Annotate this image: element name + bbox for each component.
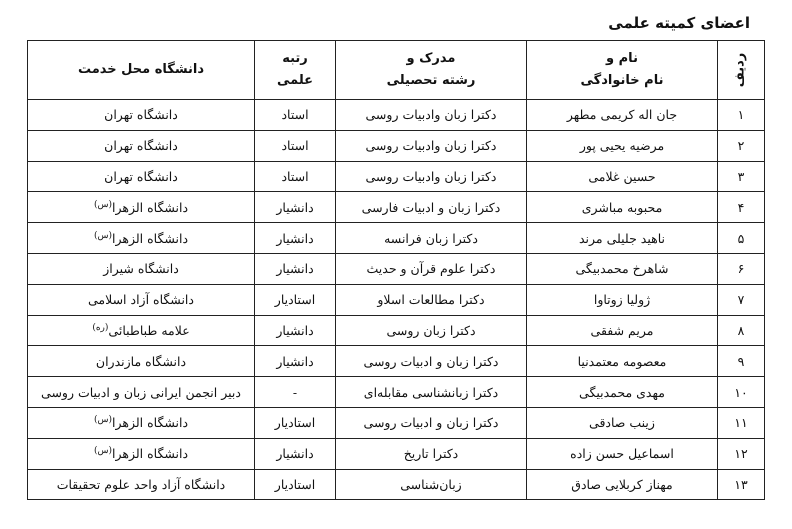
cell-degree-text: دکترا زبان روسی <box>386 322 476 338</box>
honorific-superscript: (س) <box>93 415 112 426</box>
cell-university-text: دانشگاه الزهرا <box>111 230 189 246</box>
cell-number <box>718 407 765 438</box>
cell-university <box>28 161 255 192</box>
cell-name <box>527 223 718 254</box>
cell-university-text: دانشگاه شیراز <box>103 261 179 277</box>
cell-degree <box>336 100 527 131</box>
cell-rank-text: استاد <box>281 168 309 184</box>
page-title: اعضای کمیته علمی <box>608 14 750 32</box>
cell-degree <box>336 407 527 438</box>
cell-number <box>718 130 765 161</box>
cell-rank <box>255 284 336 315</box>
cell-number <box>718 223 765 254</box>
cell-name-text: ژولیا زوتاوا <box>593 292 651 308</box>
cell-name <box>527 284 718 315</box>
cell-rank-text: دانشیار <box>276 322 314 338</box>
cell-number <box>718 161 765 192</box>
cell-university <box>28 438 255 469</box>
cell-rank-text: استاد <box>281 138 309 154</box>
cell-name-text: زینب صادقی <box>589 415 655 431</box>
cell-rank <box>255 315 336 346</box>
cell-university <box>28 377 255 408</box>
cell-number <box>718 192 765 223</box>
cell-rank-text: دانشیار <box>276 353 314 369</box>
header-degree <box>336 41 527 100</box>
cell-number-text: ۱۲ <box>734 446 748 462</box>
cell-degree-text: دکترا زبان فرانسه <box>384 230 478 246</box>
table-row <box>28 469 765 500</box>
table-header-row <box>28 41 765 100</box>
header-degree-line1: مدرک و <box>406 51 456 66</box>
header-name <box>527 41 718 100</box>
cell-number-text: ۱۱ <box>734 415 748 431</box>
cell-name-text: شاهرخ محمدبیگی <box>575 261 669 277</box>
header-rank-line1: رتبه <box>282 51 308 66</box>
cell-number-text: ۱۰ <box>734 384 748 400</box>
cell-number-text: ۸ <box>737 322 745 338</box>
cell-rank <box>255 100 336 131</box>
cell-number <box>718 438 765 469</box>
cell-rank-text: دانشیار <box>276 199 314 215</box>
table-row <box>28 407 765 438</box>
cell-rank <box>255 407 336 438</box>
table-row <box>28 346 765 377</box>
cell-degree <box>336 253 527 284</box>
cell-rank <box>255 192 336 223</box>
cell-name <box>527 192 718 223</box>
cell-degree-text: زبان‌شناسی <box>400 476 462 492</box>
cell-degree <box>336 284 527 315</box>
cell-name-text: مهناز کربلایی صادق <box>571 476 673 492</box>
cell-university <box>28 469 255 500</box>
header-degree-line2: رشته تحصیلی <box>386 73 476 88</box>
table-row <box>28 253 765 284</box>
committee-table <box>27 40 765 500</box>
header-name-line2: نام خانوادگی <box>580 73 664 88</box>
cell-degree <box>336 192 527 223</box>
cell-rank <box>255 438 336 469</box>
cell-number <box>718 469 765 500</box>
cell-rank-text: دانشیار <box>276 261 314 277</box>
cell-name <box>527 100 718 131</box>
cell-university-text: دانشگاه آزاد واحد علوم تحقیقات <box>56 476 226 492</box>
cell-name-text: اسماعیل حسن زاده <box>570 446 674 462</box>
cell-rank-text: استادیار <box>274 292 316 308</box>
cell-name-text: ناهید جلیلی مرند <box>579 230 665 246</box>
cell-rank-text: استاد <box>281 107 309 123</box>
cell-degree <box>336 377 527 408</box>
cell-university <box>28 253 255 284</box>
cell-number-text: ۷ <box>737 292 745 308</box>
table-row <box>28 315 765 346</box>
cell-university <box>28 346 255 377</box>
cell-name-text: معصومه معتمدنیا <box>577 353 667 369</box>
cell-name <box>527 315 718 346</box>
cell-degree-text: دکترا زبان و ادبیات روسی <box>363 353 499 369</box>
cell-degree <box>336 469 527 500</box>
header-rank <box>255 41 336 100</box>
cell-rank <box>255 253 336 284</box>
table-row <box>28 192 765 223</box>
cell-university-text: دانشگاه الزهرا <box>111 199 189 215</box>
cell-rank-text: - <box>292 384 298 400</box>
cell-university-text: دانشگاه تهران <box>104 138 178 154</box>
cell-rank-text: استادیار <box>274 415 316 431</box>
table-row <box>28 100 765 131</box>
cell-university <box>28 284 255 315</box>
cell-university <box>28 223 255 254</box>
cell-number-text: ۵ <box>737 230 745 246</box>
cell-rank-text: استادیار <box>274 476 316 492</box>
cell-degree-text: دکترا زبان و ادبیات روسی <box>363 415 499 431</box>
cell-name <box>527 130 718 161</box>
cell-name-text: حسین غلامی <box>588 168 656 184</box>
cell-name <box>527 253 718 284</box>
cell-rank <box>255 377 336 408</box>
cell-university-text: دانشگاه تهران <box>104 168 178 184</box>
cell-university-text: دانشگاه الزهرا <box>111 446 189 462</box>
cell-number-text: ۹ <box>737 353 745 369</box>
cell-rank-text: دانشیار <box>276 230 314 246</box>
cell-rank <box>255 223 336 254</box>
cell-university-text: دانشگاه آزاد اسلامی <box>88 292 194 308</box>
table-row <box>28 284 765 315</box>
table-row <box>28 377 765 408</box>
cell-degree-text: دکترا زبان وادبیات روسی <box>365 168 497 184</box>
cell-number-text: ۴ <box>737 199 745 215</box>
cell-university-text: علامه طباطبائی <box>108 323 190 339</box>
cell-university <box>28 407 255 438</box>
cell-degree-text: دکترا زبانشناسی مقابله‌ای <box>363 384 499 400</box>
cell-number <box>718 284 765 315</box>
header-number <box>718 41 765 100</box>
cell-name <box>527 161 718 192</box>
cell-university-text: دانشگاه الزهرا <box>111 415 189 431</box>
table-row <box>28 223 765 254</box>
cell-name-text: محبوبه مباشری <box>581 199 663 215</box>
cell-name <box>527 407 718 438</box>
cell-number <box>718 315 765 346</box>
cell-number <box>718 253 765 284</box>
cell-name-text: مرضیه یحیی پور <box>579 138 665 154</box>
cell-university <box>28 100 255 131</box>
header-name-line1: نام و <box>606 51 638 66</box>
cell-rank-text: دانشیار <box>276 446 314 462</box>
table-body <box>28 100 765 500</box>
header-university <box>28 41 255 100</box>
cell-number <box>718 100 765 131</box>
cell-number-text: ۶ <box>737 261 745 277</box>
table-row <box>28 130 765 161</box>
cell-degree-text: دکترا زبان و ادبیات فارسی <box>361 199 501 215</box>
cell-name <box>527 346 718 377</box>
cell-number-text: ۲ <box>737 138 745 154</box>
cell-university <box>28 315 255 346</box>
cell-degree-text: دکترا تاریخ <box>403 446 459 462</box>
cell-degree-text: دکترا زبان وادبیات روسی <box>365 107 497 123</box>
table-row <box>28 438 765 469</box>
cell-name-text: مریم شفقی <box>590 322 654 338</box>
cell-degree <box>336 130 527 161</box>
cell-name-text: جان اله کریمی مطهر <box>566 107 678 123</box>
cell-degree-text: دکترا زبان وادبیات روسی <box>365 138 497 154</box>
header-rank-line2: علمی <box>276 73 314 88</box>
cell-number <box>718 346 765 377</box>
cell-degree <box>336 223 527 254</box>
cell-name <box>527 438 718 469</box>
cell-university-text: دبیر انجمن ایرانی زبان و ادبیات روسی <box>41 384 241 400</box>
cell-rank <box>255 130 336 161</box>
cell-name <box>527 377 718 408</box>
cell-degree <box>336 438 527 469</box>
cell-name-text: مهدی محمدبیگی <box>579 384 665 400</box>
honorific-superscript: (ره) <box>92 322 109 333</box>
cell-degree <box>336 315 527 346</box>
honorific-superscript: (س) <box>93 446 112 457</box>
cell-degree <box>336 161 527 192</box>
cell-university <box>28 130 255 161</box>
cell-university-text: دانشگاه مازندران <box>95 353 187 369</box>
cell-rank <box>255 161 336 192</box>
honorific-superscript: (س) <box>93 230 112 241</box>
cell-number-text: ۳ <box>737 168 745 184</box>
honorific-superscript: (س) <box>93 199 112 210</box>
cell-number <box>718 377 765 408</box>
header-university-label: دانشگاه محل خدمت <box>77 62 205 77</box>
cell-number-text: ۱ <box>737 107 745 123</box>
cell-rank <box>255 346 336 377</box>
cell-number-text: ۱۳ <box>734 476 748 492</box>
cell-rank <box>255 469 336 500</box>
table-row <box>28 161 765 192</box>
cell-degree-text: دکترا علوم قرآن و حدیث <box>366 261 496 277</box>
cell-degree <box>336 346 527 377</box>
header-number-label: ردیف <box>732 52 748 88</box>
cell-degree-text: دکترا مطالعات اسلاو <box>377 292 485 308</box>
cell-name <box>527 469 718 500</box>
cell-university <box>28 192 255 223</box>
cell-university-text: دانشگاه تهران <box>104 107 178 123</box>
